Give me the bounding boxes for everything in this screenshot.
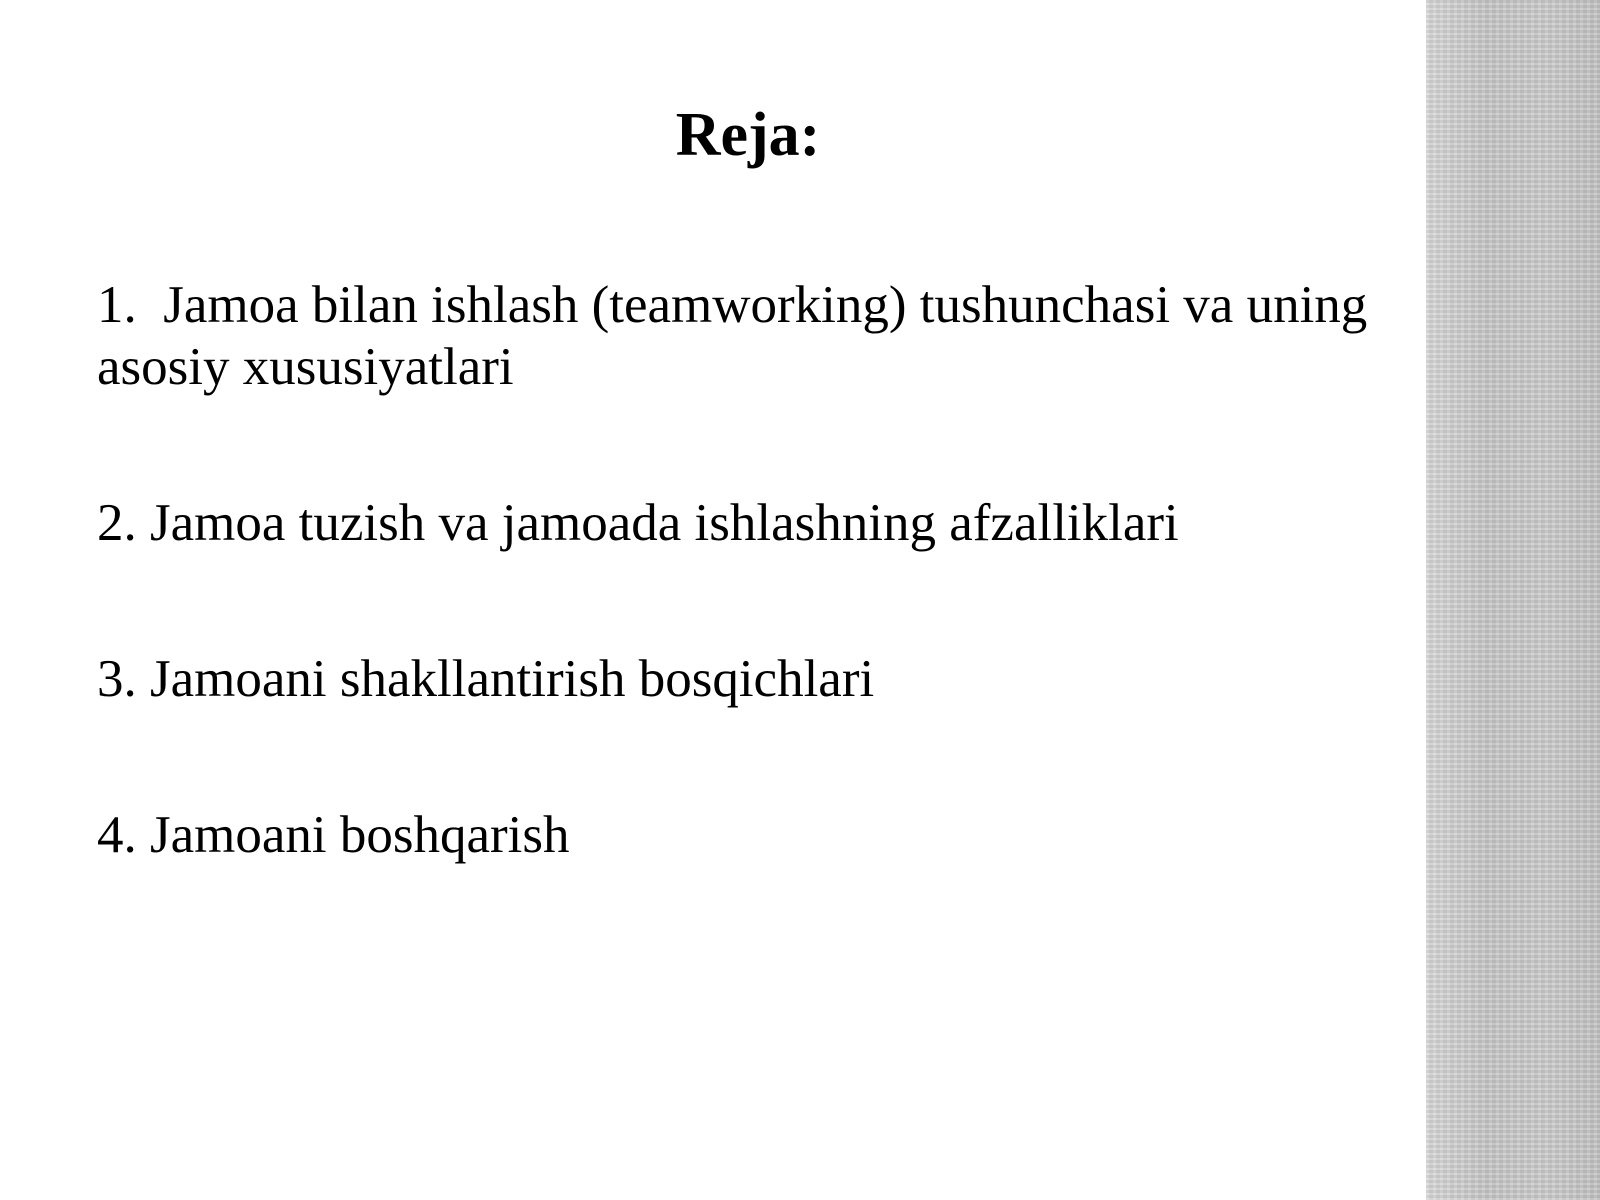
plan-item-4: 4. Jamoani boshqarish: [97, 806, 570, 864]
plan-item-3: 3. Jamoani shakllantirish bosqichlari: [97, 650, 875, 708]
plan-list: [97, 274, 1407, 866]
plan-item-2: 2. Jamoa tuzish va jamoada ishlashning afzalliklari: [97, 494, 1179, 552]
decorative-side-band: [1426, 0, 1600, 1200]
slide-title: Reja:: [675, 101, 821, 169]
plan-item-1: 1. Jamoa bilan ishlash (teamworking) tushunchasi va uning asosiy xususiyatlari: [97, 276, 1381, 396]
